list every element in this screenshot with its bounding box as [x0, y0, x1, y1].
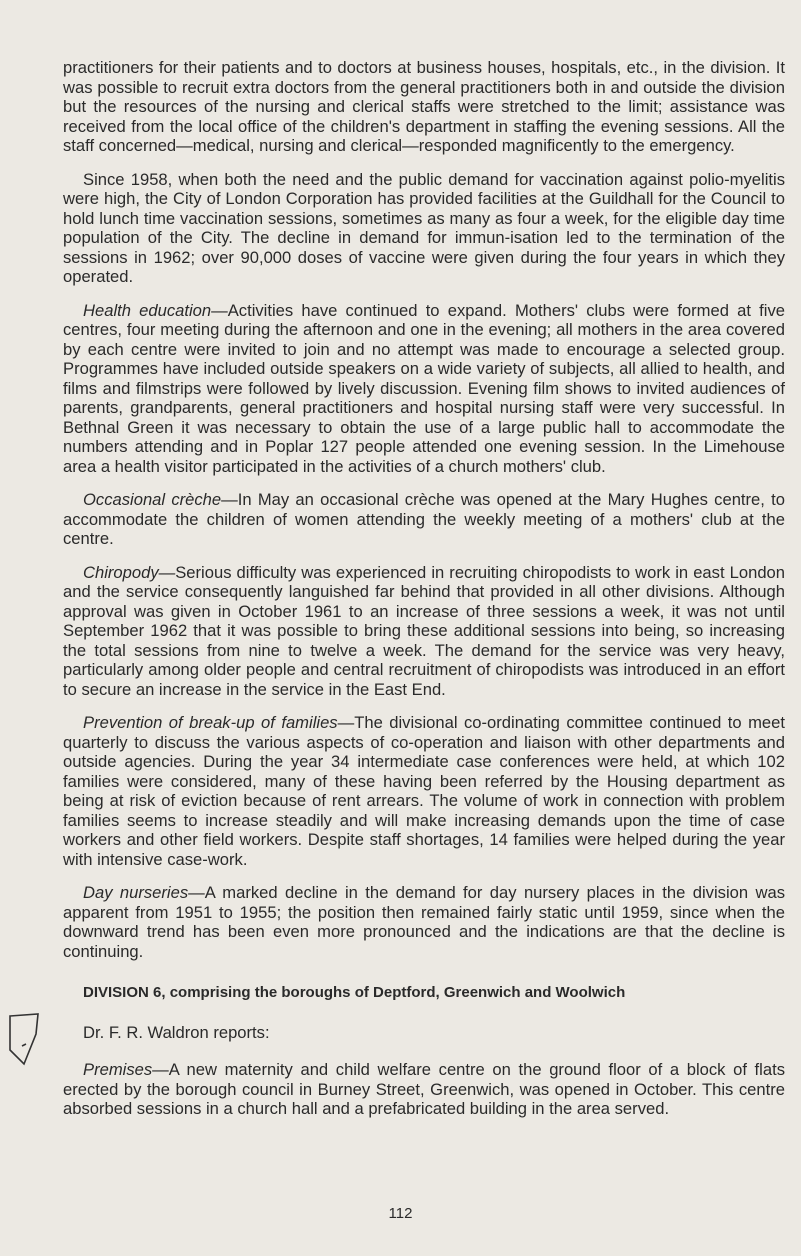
division-heading: DIVISION 6, comprising the boroughs of Deptford, Greenwich and Woolwich [83, 984, 626, 1001]
paragraph-chiropody [63, 563, 785, 700]
paragraph-day-nurseries [63, 883, 785, 961]
day-nurseries-text: —A marked decline in the demand for day nursery places in the division was apparent from 1951 to 1955; the position then remained fairly static until 1959, since when the downward trend has been even more pronounced and the indications are that the decline is continuing. [63, 883, 785, 961]
document-page [63, 58, 785, 1133]
day-nurseries-lead: Day nurseries [83, 883, 189, 902]
reporter-line: Dr. F. R. Waldron reports: [83, 1022, 270, 1042]
paragraph-health-education [63, 301, 785, 477]
paragraph-premises [63, 1060, 785, 1119]
prevention-text: —The divisional co-ordinating committee continued to meet quarterly to discuss the various aspects of co-operation and liaison with other departments and outside agencies. During the year 34 intermediate case conferences were held, at which 102 families were considered, many of these having been referred by the Housing department as being at risk of eviction because of rent arrears. The volume of work in connection with problem families seems to increase steadily and will make increasing demands upon the time of case workers and other field workers. Despite staff shortages, 14 families were helped during the year with intensive case-work. [63, 713, 785, 869]
premises-lead: Premises [83, 1060, 153, 1079]
prevention-lead: Prevention of break-up of families [83, 713, 338, 732]
page-number: 112 [388, 1205, 413, 1222]
chiropody-text: —Serious difficulty was experienced in recruiting chiropodists to work in east London and the service consequently languished far behind that provided in all other divisions. Although approval was given in October 1961 to an increase of three sessions a week, it was not until September 1962 that it was possible to bring these additional sessions into being, so increasing the total sessions from nine to twelve a week. The demand for the service was very heavy, particularly among older people and central recruitment of chiropodists was introduced in an effort to secure an increase in the service in the East End. [63, 562, 785, 699]
paragraph-emergency-staffing: practitioners for their patients and to doctors at business houses, hospitals, etc., in the division. It was possible to recruit extra doctors from the general practitioners both in and outside the division but the resources of the nursing and clerical staffs were stretched to the limit; assistance was received from the local office of the children's department in staffing the evening sessions. All the staff concerned—medical, nursing and clerical—responded magnificently to the emergency. [63, 58, 785, 155]
health-education-text: —Activities have continued to expand. Mothers' clubs were formed at five centres, four meeting during the afternoon and one in the evening; all mothers in the area covered by each centre were invited to join and no attempt was made to encourage a selected group. Programmes have included outside speakers on a wide variety of subjects, all allied to health, and films and filmstrips were followed by lively discussion. Evening film shows to invited audiences of parents, grandparents, general practitioners and hospital nursing staff were very successful. In Bethnal Green it was necessary to obtain the use of a large public hall to accommodate the numbers attending and in Poplar 127 people attended one evening session. In the Limehouse area a health visitor participated in the activities of a church mothers' club. [63, 300, 785, 476]
creche-text: —In May an occasional crèche was opened at the Mary Hughes centre, to accommodate the children of women attending the weekly meeting of a mothers' club at the centre. [63, 490, 785, 548]
health-education-lead: Health education [83, 300, 212, 320]
margin-mark [6, 1010, 42, 1068]
paragraph-prevention-families [63, 713, 785, 869]
creche-lead: Occasional crèche [83, 490, 222, 509]
paragraph-occasional-creche [63, 490, 785, 549]
paragraph-guildhall-vaccination: Since 1958, when both the need and the public demand for vaccination against polio-myelitis were high, the City of London Corporation has provided facilities at the Guildhall for the Council to hold lunch time vaccination sessions, sometimes as many as four a week, for the eligible day time population of the City. The decline in demand for immun-isation led to the termination of the sessions in 1962; over 90,000 doses of vaccine were given during the four years in which they operated. [63, 169, 785, 286]
premises-text: —A new maternity and child welfare centre on the ground floor of a block of flats erected by the borough council in Burney Street, Greenwich, was opened in October. This centre absorbed sessions in a church hall and a prefabricated building in the area served. [63, 1060, 785, 1118]
chiropody-lead: Chiropody [83, 562, 159, 582]
